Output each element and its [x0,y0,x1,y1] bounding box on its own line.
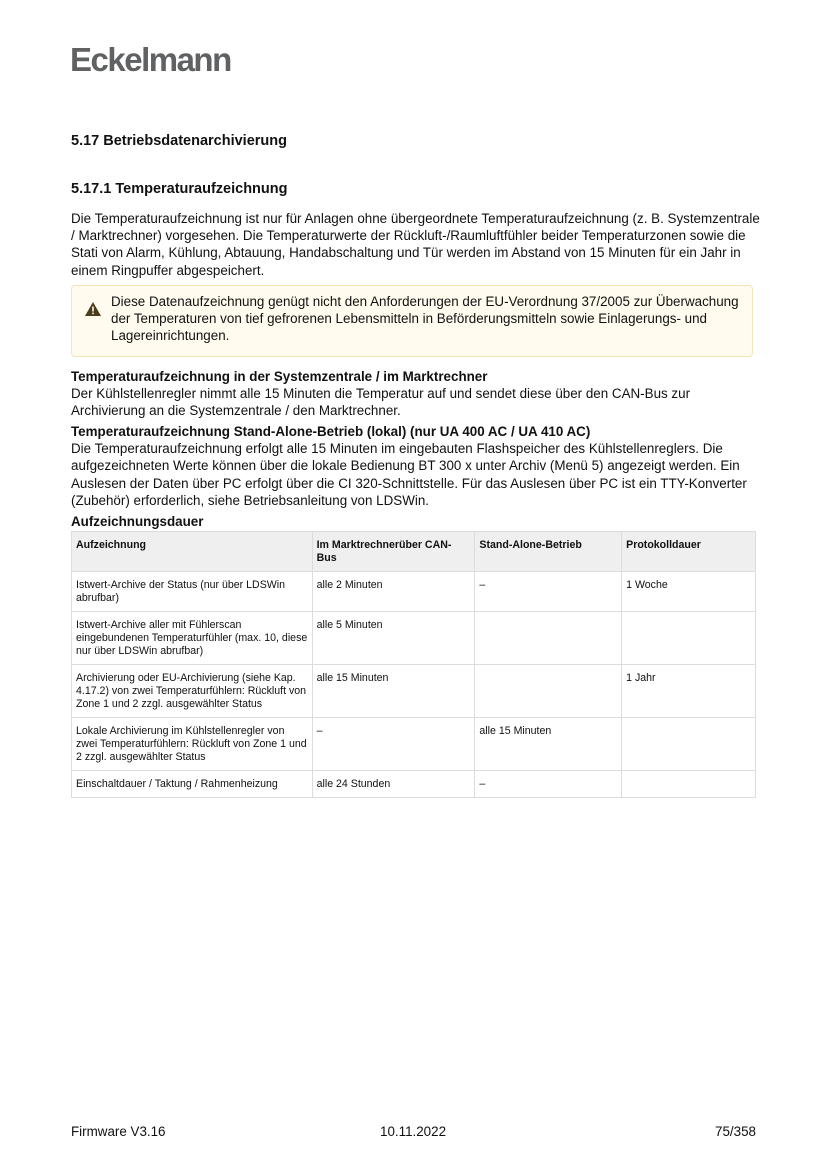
table-cell: – [475,572,622,612]
table-title: Aufzeichnungsdauer [71,514,204,529]
table-row [72,572,756,612]
column-header: Stand-Alone-Betrieb [475,532,622,572]
standalone-block [71,423,761,509]
footer-firmware: Firmware V3.16 [71,1124,166,1139]
table-cell: Istwert-Archive der Status (nur über LDSWin abrufbar) [72,572,313,612]
company-logo: Eckelmann [70,41,231,78]
table-cell: Lokale Archivierung im Kühlstellenregler von zwei Temperaturfühlern: Rückluft von Zone 1 und 2 zzgl. ausgewählter Status [72,718,313,771]
table-cell: alle 2 Minuten [312,572,475,612]
table-row [72,718,756,771]
block-title: Temperaturaufzeichnung Stand-Alone-Betrieb (lokal) (nur UA 400 AC / UA 410 AC) [71,424,591,439]
table-header-row [72,532,756,572]
column-header: Aufzeichnung [72,532,313,572]
table-cell: 1 Jahr [622,665,756,718]
warning-note [71,285,753,357]
table-cell [622,612,756,665]
table-cell: alle 15 Minuten [312,665,475,718]
subsection-heading: 5.17.1 Temperaturaufzeichnung [71,181,288,197]
column-header: Protokolldauer [622,532,756,572]
block-text: Die Temperaturaufzeichnung erfolgt alle 15 Minuten im eingebauten Flashspeicher des Kühlstellenreglers. Die aufgezeichneten Werte können über die lokale Bedienung BT 300 x unter Archiv (Menü 5) angezeigt werden. Ein Auslesen der Daten über PC erfolgt über die CI 320-Schnittstelle. Für das Auslesen über PC ist ein TTY-Konverter (Zubehör) erforderlich, siehe Betriebsanleitung von LDSWin. [71,441,747,508]
systemzentrale-block [71,368,761,420]
table-row [72,665,756,718]
warning-icon [85,302,101,316]
table-cell: alle 5 Minuten [312,612,475,665]
table-row [72,612,756,665]
table-row [72,771,756,798]
recording-duration-table [71,531,756,798]
table-cell: 1 Woche [622,572,756,612]
table-cell [622,771,756,798]
table-cell [622,718,756,771]
table-cell [475,665,622,718]
intro-paragraph: Die Temperaturaufzeichnung ist nur für Anlagen ohne übergeordnete Temperaturaufzeichnung (z. B. Systemzentrale / Marktrechner) vorgesehen. Die Temperaturwerte der Rückluft-/Raumluftfühler beider Temperaturzonen sowie die Stati von Alarm, Kühlung, Abtauung, Handabschaltung und Tür werden im Abstand von 15 Minuten für ein Jahr in einem Ringpuffer abgespeichert. [71,211,760,278]
footer-date: 10.11.2022 [380,1124,447,1139]
table-cell: alle 24 Stunden [312,771,475,798]
table-cell: – [312,718,475,771]
table-cell [475,612,622,665]
table-cell: Einschaltdauer / Taktung / Rahmenheizung [72,771,313,798]
warning-text: Diese Datenaufzeichnung genügt nicht den Anforderungen der EU-Verordnung 37/2005 zur Überwachung der Temperaturen von tief gefrorenen Lebensmitteln in Beförderungsmitteln sowie Einlagerungs- und Lagereinrichtungen. [111,294,739,344]
block-title: Temperaturaufzeichnung in der Systemzentrale / im Marktrechner [71,369,488,384]
section-heading: 5.17 Betriebsdatenarchivierung [71,133,287,149]
table-cell: – [475,771,622,798]
block-text: Der Kühlstellenregler nimmt alle 15 Minuten die Temperatur auf und sendet diese über den CAN-Bus zur Archivierung an die Systemzentrale / den Marktrechner. [71,386,691,419]
column-header: Im Marktrechnerüber CAN-Bus [312,532,475,572]
footer-page-number: 75/358 [715,1124,756,1139]
table-cell: Istwert-Archive aller mit Fühlerscan eingebundenen Temperaturfühler (max. 10, diese nur über LDSWin abrufbar) [72,612,313,665]
table-cell: alle 15 Minuten [475,718,622,771]
table-cell: Archivierung oder EU-Archivierung (siehe Kap. 4.17.2) von zwei Temperaturfühlern: Rückluft von Zone 1 und 2 zzgl. ausgewählter Status [72,665,313,718]
